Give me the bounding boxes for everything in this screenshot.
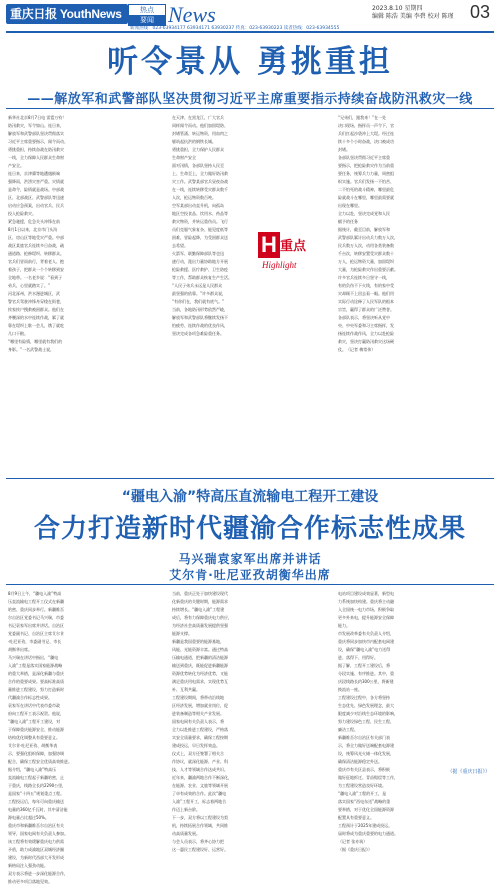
text-line: 扬连续作战作风，全力以赴抢险	[338, 331, 394, 336]
text-line: 身影。”一名武警战士说，	[8, 347, 55, 352]
lead-headline: 听令景从 勇挑重担	[107, 44, 393, 80]
text-line: 紧急驰援，危急关头冲锋在前	[8, 219, 60, 224]
text-line: 全力以赴，坚决完成党和人民	[338, 211, 390, 216]
text-line: 成后，将有力保障重庆电力供应，	[172, 615, 232, 620]
text-line: 矛盾，助力成渝地区双城经济圈	[8, 847, 64, 852]
text-line: 同样闻令而动。他们加固堤防、	[172, 123, 228, 128]
section-tag-bottom: 要闻	[129, 15, 165, 25]
text-line: 全地带。一名老乡说：“看到子	[8, 275, 63, 280]
text-line: 战区某旅官兵连续多日奋战，疏	[8, 243, 64, 248]
text-line: 持续增长。“疆电入渝”工程建	[172, 607, 225, 612]
masthead	[0, 0, 500, 30]
text-line: 近年来，疆渝两地合作不断深化，	[172, 775, 232, 780]
text-line: 据介绍，“疆电入渝”特高压	[8, 767, 57, 772]
text-line: 河北涿州，洪水漫进城区，武	[8, 291, 60, 296]
text-line: 要指示，把抢险救灾作为当前重	[338, 163, 394, 168]
text-line: 坚决完成各项急难险重任务。	[172, 331, 224, 336]
issue-date: 2023.8.10 星期四	[372, 5, 423, 12]
editors-line: 编辑 陈浩 美编 李碧 校对 陈瑾	[372, 13, 454, 20]
text-line: 庆段线路长约300公里，将新建	[338, 679, 394, 684]
second-kicker: “疆电入渝”特高压直流输电工程开工建设	[121, 489, 379, 505]
text-line: 技、人才等领域合作达成共识。	[172, 767, 228, 772]
text-line: 弟兵，心里就踏实了。”	[8, 283, 51, 288]
text-line: 习近平主席重要指示，闻令而动、	[8, 139, 68, 144]
section-tag	[128, 4, 166, 26]
text-line: （记者 张亦筑）	[338, 839, 368, 844]
text-line: 力系统加快构建。重庆将主动融	[338, 599, 394, 604]
text-line: 抢险救援、医疗救护、卫生防疫	[172, 267, 228, 272]
text-line: 届时将成为重庆重要的电力通道。	[338, 831, 398, 836]
text-line: 做好征地拆迁、青苗赔偿等工作，	[338, 775, 398, 780]
text-line: 救灾物资，并转运重伤员。飞行	[172, 219, 228, 224]
text-line: 电站项目建设成效显著，新型电	[338, 591, 394, 596]
text-line: 配置具有重要意义。	[338, 815, 374, 820]
text-line: 几口干粮。	[8, 331, 28, 336]
text-line: 补、互利共赢。	[172, 687, 200, 692]
text-line: 示，要强化组织保障，加强协调	[8, 751, 64, 756]
text-line: 新格局注入强劲动能。	[8, 863, 48, 868]
text-line: 火箭军、联勤保障部队等也迅	[172, 251, 224, 256]
text-line: 怕疲劳、连续作战的优良作风，	[172, 323, 228, 328]
text-line: 代疆渝合作标志性成果。	[8, 695, 52, 700]
lead-column-2	[172, 114, 322, 474]
text-line: 赋予的任务	[338, 219, 358, 224]
source-note: （据《重庆日报》）	[447, 769, 490, 775]
lead-subhead: ——解放军和武警部队坚决贯彻习近平主席重要指示持续奋战防汛救灾一线	[27, 92, 473, 107]
text-line: 满足重庆用电需求，实现优势互	[172, 679, 228, 684]
news-wordmark: News	[168, 2, 216, 27]
text-line: 书记袁家军出席并讲话。自治区	[8, 623, 64, 628]
text-line: 空军某部出动直升机，向孤岛	[172, 203, 224, 208]
text-line: 产安全。	[8, 163, 24, 168]
text-line: 宗旨，赢得了群众的广泛赞誉。	[338, 307, 394, 312]
text-line: 等工作，帮助群众恢复生产生活。	[172, 275, 232, 280]
text-line: 重庆市有关区县表示，将积极	[338, 767, 390, 772]
text-line: 通道路、抢修堤坝、转移群众。	[8, 251, 64, 256]
text-line: 电量约360亿千瓦时，其中清洁能	[8, 807, 68, 812]
text-line: 源电量占比超过50%。	[8, 815, 49, 820]
highlight-stamp	[258, 232, 316, 276]
text-line: 大量，为抢险救灾作出重要贡献。	[338, 267, 398, 272]
text-line: 据了解，工程开工建设后，将	[338, 663, 390, 668]
text-line: 险就战斗在哪里，哪里最需要就	[338, 195, 394, 200]
text-line: 区经济发展，增加就业岗位，促	[172, 703, 228, 708]
text-line: 在能源、农业、文旅等领域开展	[172, 783, 228, 788]
text-line: 据统计，截至目前，解放军和	[338, 227, 390, 232]
text-line: 重庆将同步加快市内配套电网建	[338, 639, 394, 644]
text-line: 要举措，对于优化全国能源资源	[338, 807, 394, 812]
text-line: 兵们扛起沙袋冲上大堤。经过连	[338, 131, 394, 136]
text-line: 靠在堤坝上歇一会儿，饿了就吃	[8, 323, 64, 328]
text-line: “疆电入渝”工程开工建设，对	[8, 719, 61, 724]
text-line: 入渝”工程是落实国家能源战略	[8, 663, 63, 668]
text-line: 分段实施、有序推进。其中，重	[338, 671, 394, 676]
text-line: 建设，为新时代西部大开发形成	[8, 855, 64, 860]
text-line: 封堵管涌、转运物资，用血肉之	[172, 131, 228, 136]
text-line: 为工程建设营造良好环境。	[338, 783, 386, 788]
text-line: 更多外来电，提升能源安全保障	[338, 615, 394, 620]
text-line: 确保清洁能源稳定外送。	[338, 759, 382, 764]
text-line: 实际行动诠释了人民军队的根本	[338, 299, 394, 304]
text-line: “兄弟们，跟我来！”在一处	[338, 115, 387, 120]
second-column-2	[172, 590, 322, 852]
text-line: 是国家“十四五”规划重点工程。	[8, 791, 65, 796]
text-line: 示，将全力做好送端配套电源建	[338, 743, 394, 748]
text-line: 量推进工程建设，努力打造新时	[8, 687, 64, 692]
text-line: 与会人员表示，将齐心协力把	[172, 839, 224, 844]
text-line: 挨家挨户搜救被困群众。他们在	[8, 307, 64, 312]
text-line: 了卓有成效的合作。此次“疆电	[172, 791, 227, 796]
text-line: 武警部队累计出动兵力数万人次，	[338, 235, 398, 240]
text-line: 于保障重庆能源安全、推动能源	[8, 727, 64, 732]
second-column-1	[8, 590, 158, 884]
text-line: 地区空投食品、饮用水、药品等	[172, 211, 228, 216]
text-line: 能源支撑。	[172, 631, 192, 636]
text-line: 实安全质量要求，确保工程按期	[172, 735, 228, 740]
text-line: 设，统筹风光火储一体化发展，	[338, 751, 394, 756]
text-line: 入渝”工程开工，标志着两地合	[172, 799, 227, 804]
text-line: 8月1日以来，北京市门头沟	[8, 227, 58, 232]
lead-column-1	[8, 114, 158, 474]
text-line: “人民子弟兵永远是人民群众	[172, 283, 223, 288]
text-line: 面对汛情，各部队坚持人民至	[172, 163, 224, 168]
text-line: 央、中央军委和习主席指挥，发	[338, 323, 394, 328]
second-subhead-divider	[6, 584, 494, 585]
text-line: 千台次，转移安置受灾群众数十	[338, 251, 394, 256]
text-line: 当前，重庆正处于加快建设现代	[172, 591, 228, 596]
text-line: 全力以赴推进工程建设，严格落	[172, 727, 228, 732]
text-line: 区、北部战区、武警部队等迅速	[8, 195, 64, 200]
text-line: 新华社北京8月7日电 雷霆万钧！	[8, 115, 67, 120]
text-line: 入全国统一电力市场，积极争取	[338, 607, 394, 612]
text-line: 尔自治区党委书记马兴瑞，市委	[8, 615, 64, 620]
second-headline: 合力打造新时代疆渝合作标志性成果	[33, 514, 466, 544]
text-line: “有你们在，我们就有底气。”	[172, 299, 225, 304]
text-line: 最坚强的依靠。”许多群众说，	[172, 291, 227, 296]
text-line: 国家电网有关负责人表示，将	[172, 719, 224, 724]
text-line: 限度减少对沿线生态环境的影响，	[338, 711, 398, 716]
text-line: 双方表示将进一步深化能源合作，	[8, 871, 68, 876]
text-line: 投入抢险救灾。	[8, 211, 36, 216]
subhead-divider	[6, 108, 494, 109]
text-line: 上、生命至上，全力做好防汛救	[172, 171, 228, 176]
text-line: 建成投运，早日发挥效益。	[172, 743, 220, 748]
contact-line: 新闻热线：023-63934177 63934171 63930237 传真：023-63930223 读者热线：023-63934555	[130, 26, 340, 31]
text-line: 着孩子，把群众一个个转移到安	[8, 267, 64, 272]
text-line: 仗。（记者 梅常伟）	[338, 347, 376, 352]
text-line: 作协议，就深化能源、产业、科	[172, 759, 228, 764]
text-line: 设，确保“疆电入渝”电力送得	[338, 647, 391, 652]
text-line: 二不怕死的战斗精神，哪里最危	[338, 187, 394, 192]
text-line: 能力。	[338, 623, 350, 628]
text-line: 努力建设绿色工程、民生工程、	[338, 719, 394, 724]
text-line: 封堵。	[338, 147, 350, 152]
text-line: 直流输电工程起于新疆哈密，止	[8, 775, 64, 780]
text-line: 动高质量发展。	[172, 831, 200, 836]
issue-meta	[372, 5, 454, 21]
text-line: 各部队坚决贯彻习近平主席重	[338, 155, 390, 160]
text-line: 警官兵驾驶冲锋舟穿梭在街巷，	[8, 299, 64, 304]
text-line: 一线，全力保障人民群众生命财	[8, 155, 64, 160]
text-line: 勇挑重担，持续奋战在防汛救灾	[8, 147, 64, 152]
page-number: 03	[470, 2, 491, 22]
text-line: 胡衡华出席。	[8, 647, 32, 652]
text-line: 重庆市和新疆维吾尔自治区有关	[8, 823, 64, 828]
text-line: 8月9日上午，“疆电入渝”特高	[8, 591, 62, 596]
stamp-english: Highlight	[262, 260, 297, 270]
text-line: 躯筑起抗洪的钢铁长城。	[172, 139, 216, 144]
text-line: 在天津、在黑龙江，广大官兵	[172, 115, 224, 120]
text-line: 领导，国家电网有关负责人参加。	[8, 831, 68, 836]
text-line: 下一步，双方将以工程建设为契	[172, 815, 228, 820]
text-line: 马兴瑞在讲话中指出，“疆电	[8, 655, 59, 660]
text-line: 于重庆，线路全长约2290公里，	[8, 783, 67, 788]
text-line: 压输电通道，把新疆的清洁能源	[172, 655, 228, 660]
text-line: 仪式上，双方还签署了相关合	[172, 751, 224, 756]
text-line: 推动更多项目落地见效。	[8, 879, 52, 884]
text-line: 生命财产安全	[172, 155, 196, 160]
text-line: 市发展改革委有关负责人介绍，	[338, 631, 394, 636]
text-line: 启动应急预案，出动官兵、民兵	[8, 203, 64, 208]
text-line: 配合，确保工程安全优质高效推进。	[8, 759, 72, 764]
second-column-3	[338, 590, 492, 852]
text-line: 换流站一座。	[338, 687, 362, 692]
text-line: 去希望。	[172, 243, 188, 248]
text-line: 为经济社会高质量发展提供坚强	[172, 623, 228, 628]
lead-column-3	[338, 114, 492, 474]
text-line: 决口现场，指挥员一声令下，官	[338, 123, 394, 128]
text-line: 新疆维吾尔自治区有关部门表	[338, 735, 390, 740]
text-line: 是命令，险情就是战场。中部战	[8, 187, 64, 192]
text-line: 有的负伤不下火线，有的家中受	[338, 283, 394, 288]
text-line: 防汛救灾，军令如山。连日来，	[8, 123, 64, 128]
story-divider	[6, 478, 494, 479]
text-line: 齐腰深的水中连续作战，累了就	[8, 315, 64, 320]
text-line: 落实国家“西电东送”战略的重	[338, 799, 391, 804]
text-line: 人次，抢运物资数百吨。	[172, 195, 216, 200]
text-line: 许多官兵连续多日坚守一线，	[338, 275, 390, 280]
text-line: 袁家军在讲话中代表市委市政	[8, 703, 60, 708]
text-line: 强降雨，洪涝灾害严重。灾情就	[8, 179, 64, 184]
text-line: 的重大举措，是深化新疆与重庆	[8, 671, 64, 676]
text-line: 进装备制造等相关产业发展。	[172, 711, 224, 716]
stamp-label: 重点	[280, 239, 307, 254]
text-line: 出现在哪里。	[338, 203, 362, 208]
text-line: 廉洁工程。	[338, 727, 358, 732]
section-tag-top: 热点	[140, 6, 154, 14]
text-line: 府向工程开工表示祝贺。他说，	[8, 711, 64, 716]
text-line: 这一惠民工程建设好、运营好。	[172, 847, 228, 852]
text-line: 续十多个小时奋战，决口被成功	[338, 139, 394, 144]
text-line: 织实施。官兵们发扬一不怕苦、	[338, 179, 394, 184]
text-line: （据《重庆日报》）	[338, 847, 372, 852]
text-line: 进、落得下、用得好。	[338, 655, 378, 660]
text-line: 压直流输电工程开工仪式在新疆	[8, 599, 64, 604]
text-line: 机，持续拓展合作领域，共同推	[172, 823, 228, 828]
text-line: 万人，抢运物资大量，加固堤坝	[338, 259, 394, 264]
text-line: 资源优势转化为经济优势，又能	[172, 671, 228, 676]
text-line: 救灾，坚决打赢防汛救灾这场硬	[338, 339, 394, 344]
text-line: 当前，各地防汛形势依然严峻，	[172, 307, 228, 312]
text-line: 哈密、重庆同步举行。新疆维吾	[8, 607, 64, 612]
text-line: 结构优化调整具有重要意义。	[8, 735, 60, 740]
stamp-letter: H	[258, 232, 280, 258]
text-line: 输送到重庆，既能促进新疆能源	[172, 663, 228, 668]
text-line: 在一线，连续转移受灾群众数千	[172, 187, 228, 192]
text-line: 化新重庆的关键时期，能源需求	[172, 599, 228, 604]
text-line: 工程建设过程中，各方将坚持	[338, 695, 390, 700]
text-line: 工程预计于2025年建成投运。	[338, 823, 393, 828]
text-line: 新疆是我国重要的能源基地，	[172, 639, 224, 644]
text-line: 解放军和武警部队坚决贯彻落实	[8, 131, 64, 136]
second-subhead-1: 马兴瑞袁家军出席并讲话	[178, 552, 322, 566]
text-line: 艾尔肯·吐尼亚孜、胡衡华表	[8, 743, 58, 748]
text-line: 解放军和武警部队将继续发扬不	[172, 315, 228, 320]
text-line: “疆电入渝”工程的开工，是	[338, 791, 387, 796]
text-line: 各部队表示，将坚决听从党中	[338, 315, 390, 320]
text-line: 要任务，统筹兵力力量，周密组	[338, 171, 394, 176]
text-line: 工程投运后，每年可向重庆输送	[8, 799, 64, 804]
text-line: 该工程将有效缓解重庆电力供需	[8, 839, 64, 844]
text-line: ·吐尼亚孜，市委副书记、市长	[8, 639, 62, 644]
text-line: 勇挑重担，全力保护人民群众	[172, 147, 224, 152]
text-line: 民兵数万人次，动用各类装备数	[338, 243, 394, 248]
text-line: 速行动，派出力量协助地方开展	[172, 259, 228, 264]
text-line: 工程建设期间，将带动沿线地	[172, 695, 224, 700]
text-line: 合作的重要成果。要高标准高质	[8, 679, 64, 684]
text-line: 灾却顾不上回去看一眼。他们用	[338, 291, 394, 296]
text-line: 作迈上新台阶。	[172, 807, 200, 812]
text-line: 灾工作。武警某部官兵昼夜奋战	[172, 179, 228, 184]
brand-name: 重庆日报 YouthNews	[10, 7, 122, 21]
text-line: 风能、光能资源丰富。通过特高	[172, 647, 228, 652]
text-line: 困难，冒险起降，为受困群众送	[172, 235, 228, 240]
text-line: 区、房山区等地受灾严重。中部	[8, 235, 64, 240]
header-divider	[6, 31, 494, 33]
text-line: 官兵们冒雨前行，背着老人、抱	[8, 259, 64, 264]
text-line: 员们克服气象复杂、能见度低等	[172, 227, 228, 232]
text-line: 连日来，京津冀等地遭遇极端	[8, 171, 60, 176]
text-line: 党委副书记、自治区主席艾尔肯	[8, 631, 64, 636]
text-line: “哪里有险情，哪里就有我们的	[8, 339, 63, 344]
text-line: 生态优先、绿色发展理念，最大	[338, 703, 394, 708]
second-subhead-2: 艾尔肯·吐尼亚孜胡衡华出席	[169, 568, 331, 582]
